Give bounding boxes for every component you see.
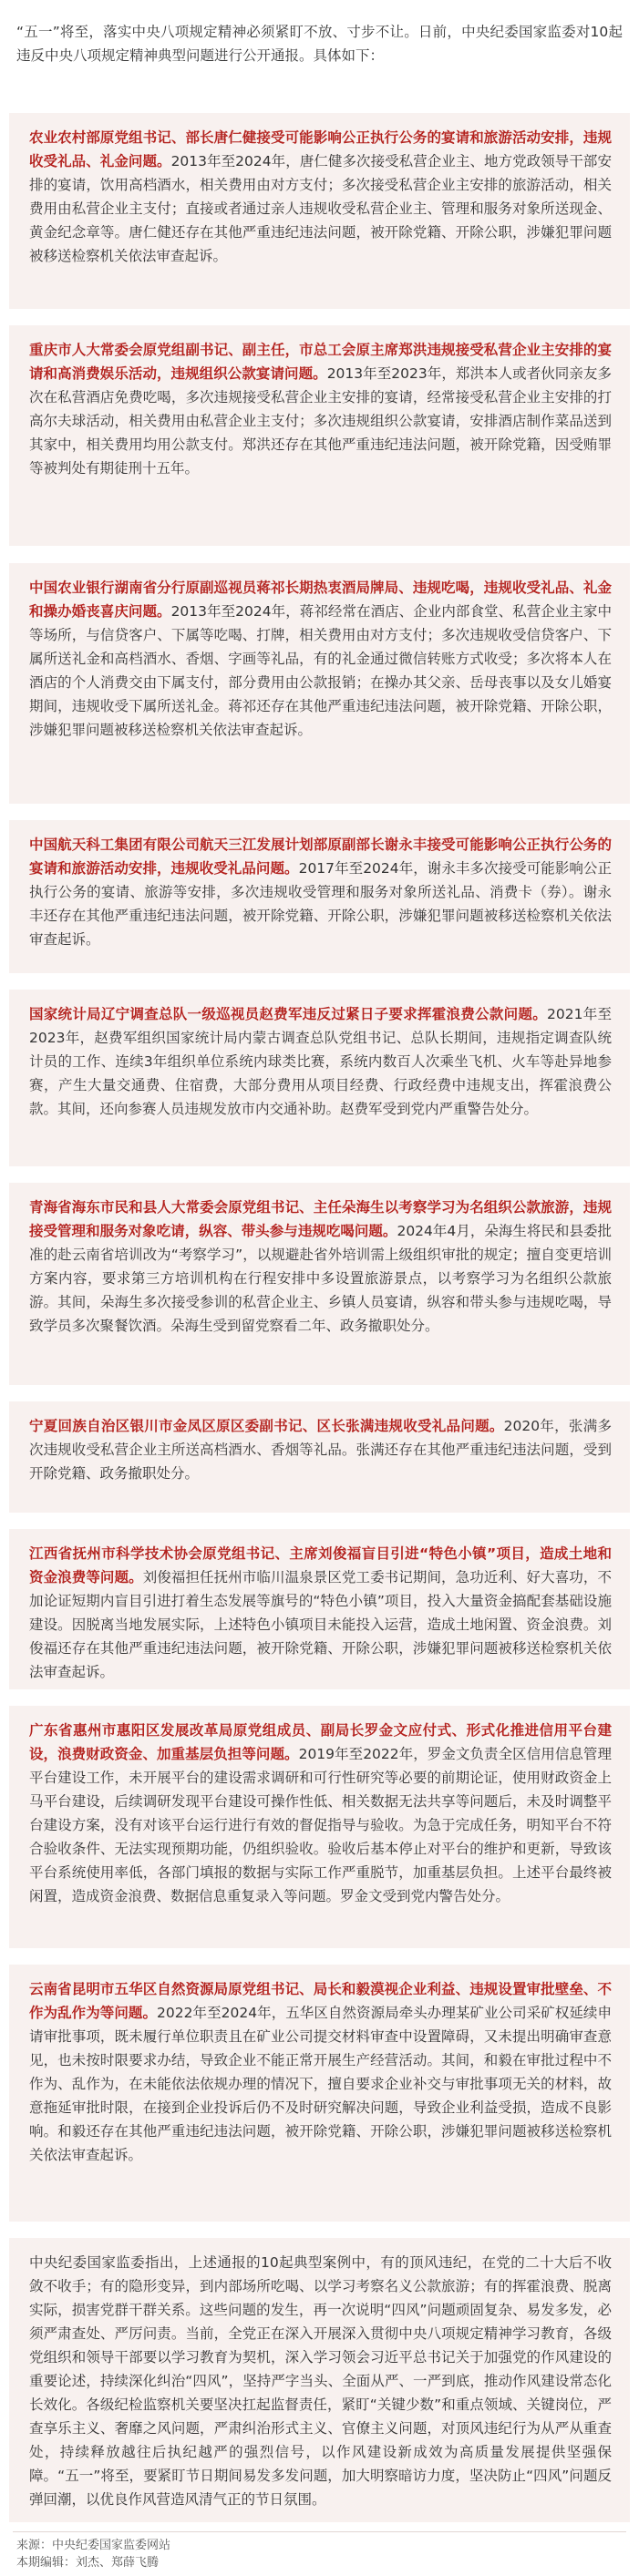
case-card-8 — [9, 1529, 630, 1689]
summary-body: 中央纪委国家监委指出，上述通报的10起典型案例中，有的顶风违纪，在党的二十大后不收敛不收手；有的隐形变异，到内部场所吃喝、以学习考察名义公款旅游；有的挥霍浪费、脱离实际，损害党群干群关系。这些问题的发生，再一次说明“四风”问题顽固复杂、易发多发，必须严肃查处、严厉问责。当前，全党正在深入开展深入贯彻中央八项规定精神学习教育，各级党组织和领导干部要以学习教育为契机，深入学习领会习近平总书记关于加强党的作风建设的重要论述，持续深化纠治“四风”，坚持严字当头、全面从严、一严到底，推动作风建设常态化长效化。各级纪检监察机关要坚决扛起监督责任，紧盯“关键少数”和重点领域、关键岗位，严查享乐主义、奢靡之风问题，严肃纠治形式主义、官僚主义问题，对顶风违纪行为从严从重查处，持续释放越往后执纪越严的强烈信号，以作风建设新成效为高质量发展提供坚强保障。“五一”将至，要紧盯节日期间易发多发问题，加大明察暗访力度，坚决防止“四风”问题反弹回潮，以优良作风营造风清气正的节日氛围。 — [29, 2253, 612, 2508]
case-title: 中国航天科工集团有限公司航天三江发展计划部原副部长谢永丰接受可能影响公正执行公务的宴请和旅游活动安排，违规收受礼品问题。 — [29, 836, 612, 877]
case-body: 2013年至2024年，唐仁健多次接受私营企业主、地方党政领导干部安排的宴请，饮用高档酒水，相关费用由对方支付；多次接受私营企业主安排的旅游活动，相关费用由私营企业主支付；直接或者通过亲人违规收受私营企业主、管理和服务对象所送现金、黄金纪念章等。唐仁健还存在其他严重违纪违法问题，被开除党籍、开除公职，涉嫌犯罪问题被移送检察机关依法审查起诉。 — [29, 152, 612, 264]
case-title: 云南省昆明市五华区自然资源局原党组书记、局长和毅漠视企业利益、违规设置审批壁垒、不作为乱作为等问题。 — [29, 1980, 612, 2021]
case-card-2 — [9, 325, 630, 546]
case-body: 2019年至2022年，罗金文负责全区信用信息管理平台建设工作，未开展平台的建设需求调研和可行性研究等必要的前期论证，使用财政资金上马平台建设，后续调研发现平台建设可操作性低、相关数据无法共享等问题后，未及时调整平台建设方案，没有对该平台运行进行有效的督促指导与验收。为急于完成任务，明知平台不符合验收条件、无法实现预期功能，仍组织验收。验收后基本停止对平台的维护和更新，导致该平台系统使用率低，各部门填报的数据与实际工作严重脱节，加重基层负担。上述平台最终被闲置，造成资金浪费、数据信息重复录入等问题。罗金文受到党内警告处分。 — [29, 1745, 612, 1904]
intro-paragraph: “五一”将至，落实中央八项规定精神必须紧盯不放、寸步不让。日前，中央纪委国家监委对10起违反中央八项规定精神典型问题进行公开通报。具体如下： — [16, 23, 623, 64]
case-card-7 — [9, 1401, 630, 1513]
case-title: 重庆市人大常委会原党组副书记、副主任，市总工会原主席郑洪违规接受私营企业主安排的宴请和高消费娱乐活动，违规组织公款宴请问题。 — [29, 341, 612, 382]
case-card-5 — [9, 990, 630, 1166]
case-body: 2020年，张满多次违规收受私营企业主所送高档酒水、香烟等礼品。张满还存在其他严重违纪违法问题，受到开除党籍、政务撤职处分。 — [29, 1417, 612, 1482]
case-body: 2017年至2024年，谢永丰多次接受可能影响公正执行公务的宴请、旅游等安排，多次违规收受管理和服务对象所送礼品、消费卡（券）。谢永丰还存在其他严重违纪违法问题，被开除党籍、开除公职，涉嫌犯罪问题被移送检察机关依法审查起诉。 — [29, 859, 612, 948]
case-body: 2013年至2023年，郑洪本人或者伙同亲友多次在私营酒店免费吃喝，多次违规接受私营企业主安排的宴请，经常接受私营企业主安排的打高尔夫球活动，相关费用由私营企业主支付；多次违规组织公款宴请，安排酒店制作菜品送到其家中，相关费用均用公款支付。郑洪还存在其他严重违纪违法问题，被开除党籍，因受贿罪等被判处有期徒刑十五年。 — [29, 364, 612, 477]
case-title: 青海省海东市民和县人大常委会原党组书记、主任朵海生以考察学习为名组织公款旅游，违规接受管理和服务对象吃请，纵容、带头参与违规吃喝问题。 — [29, 1198, 612, 1239]
case-body: 2022年至2024年，五华区自然资源局牵头办理某矿业公司采矿权延续申请审批事项，既未履行单位职责且在矿业公司提交材料审查中设置障碍，又未提出明确审查意见，也未按时限要求办结，导致企业不能正常开展生产经营活动。其间，和毅在审批过程中不作为、乱作为，在未能依法依规办理的情况下，擅自要求企业补交与审批事项无关的材料，故意拖延审批时限，在接到企业投诉后仍不及时研究解决问题，导致企业利益受损，造成不良影响。和毅还存在其他严重违纪违法问题，被开除党籍、开除公职，涉嫌犯罪问题被移送检察机关依法审查起诉。 — [29, 2004, 612, 2163]
footer-divider — [13, 2531, 626, 2532]
editor-line: 本期编辑：刘杰、郑薛飞腾 — [16, 2555, 160, 2570]
case-title: 江西省抚州市科学技术协会原党组书记、主席刘俊福盲目引进“特色小镇”项目，造成土地和资金浪费等问题。 — [29, 1545, 612, 1586]
case-title: 广东省惠州市惠阳区发展改革局原党组成员、副局长罗金文应付式、形式化推进信用平台建设，浪费财政资金、加重基层负担等问题。 — [29, 1721, 612, 1762]
case-title: 农业农村部原党组书记、部长唐仁健接受可能影响公正执行公务的宴请和旅游活动安排，违规收受礼品、礼金问题。 — [29, 128, 612, 169]
summary-card — [9, 2238, 630, 2522]
case-card-3 — [9, 563, 630, 804]
case-title: 宁夏回族自治区银川市金凤区原区委副书记、区长张满违规收受礼品问题。 — [29, 1417, 504, 1434]
case-body: 刘俊福担任抚州市临川温泉景区党工委书记期间，急功近利、好大喜功，不加论证短期内盲目引进打着生态发展等旗号的“特色小镇”项目，投入大量资金搞配套基础设施建设。因脱离当地发展实际，上述特色小镇项目未能投入运营，造成土地闲置、资金浪费。刘俊福还存在其他严重违纪违法问题，被开除党籍、开除公职，涉嫌犯罪问题被移送检察机关依法审查起诉。 — [29, 1568, 612, 1680]
article-page — [0, 15, 639, 2576]
case-card-10 — [9, 1965, 630, 2222]
case-body: 2024年4月，朵海生将民和县委批准的赴云南省培训改为“考察学习”，以规避赴省外培训需上级组织审批的规定；擅自变更培训方案内容，要求第三方培训机构在行程安排中多设置旅游景点，以考察学习为名组织公款旅游。其间，朵海生多次接受参训的私营企业主、乡镇人员宴请，纵容和带头参与违规吃喝，导致学员多次聚餐饮酒。朵海生受到留党察看二年、政务撤职处分。 — [29, 1222, 612, 1334]
case-card-6 — [9, 1183, 630, 1385]
case-title: 中国农业银行湖南省分行原副巡视员蒋祁长期热衷酒局牌局、违规吃喝，违规收受礼品、礼金和操办婚丧喜庆问题。 — [29, 579, 612, 620]
source-line: 来源：中央纪委国家监委网站 — [16, 2538, 171, 2552]
case-card-1 — [9, 113, 630, 309]
case-body: 2021年至2023年，赵费军组织国家统计局内蒙古调查总队党组书记、总队长期间，违规指定调查队统计员的工作、连续3年组织单位系统内球类比赛，系统内数百人次乘坐飞机、火车等赴异地参赛，产生大量交通费、住宿费，大部分费用从项目经费、行政经费中违规支出，挥霍浪费公款。其间，还向参赛人员违规发放市内交通补助。赵费军受到党内严重警告处分。 — [29, 1005, 612, 1117]
case-card-9 — [9, 1706, 630, 1948]
case-body: 2013年至2024年，蒋祁经常在酒店、企业内部食堂、私营企业主家中等场所，与信贷客户、下属等吃喝、打牌，相关费用由对方支付；多次违规收受信贷客户、下属所送礼金和高档酒水、香烟、字画等礼品，有的礼金通过微信转账方式收受；多次将本人在酒店的个人消费交由下属支付，部分费用由公款报销；在操办其父亲、岳母丧事以及女儿婚宴期间，违规收受下属所送礼金。蒋祁还存在其他严重违纪违法问题，被开除党籍、开除公职，涉嫌犯罪问题被移送检察机关依法审查起诉。 — [29, 602, 612, 738]
article-footer — [16, 2537, 170, 2571]
case-title: 国家统计局辽宁调查总队一级巡视员赵费军违反过紧日子要求挥霍浪费公款问题。 — [29, 1005, 547, 1022]
case-card-4 — [9, 820, 630, 973]
